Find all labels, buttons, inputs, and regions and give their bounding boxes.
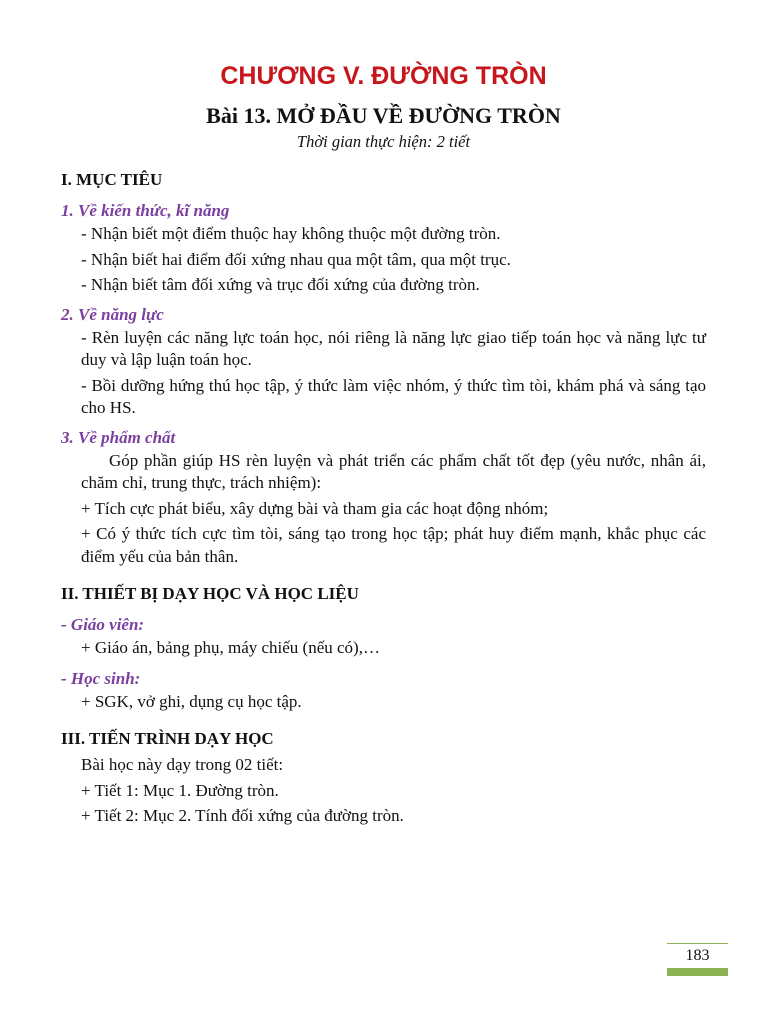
subsection-competency-heading: 2. Về năng lực [61,304,164,324]
teacher-line: + Giáo án, bảng phụ, máy chiếu (nếu có),… [81,638,380,657]
knowledge-line: - Nhận biết tâm đối xứng và trục đối xứng của đường tròn. [81,275,480,294]
lesson-title: Bài 13. MỞ ĐẦU VỀ ĐƯỜNG TRÒN [206,103,561,128]
teacher-heading: - Giáo viên: [61,615,145,634]
document-page [61,56,706,828]
competency-line: - Bồi dưỡng hứng thú học tập, ý thức làm việc nhóm, ý thức tìm tòi, khám phá và sáng tạo cho HS. [81,375,706,417]
process-line: + Tiết 2: Mục 2. Tính đối xứng của đường tròn. [81,806,404,825]
section-materials-heading: II. THIẾT BỊ DẠY HỌC VÀ HỌC LIỆU [61,584,359,603]
chapter-title: CHƯƠNG V. ĐƯỜNG TRÒN [220,62,547,90]
student-heading: - Học sinh: [61,668,141,688]
subsection-knowledge-heading: 1. Về kiến thức, kĩ năng [61,201,230,220]
competency-line: - Rèn luyện các năng lực toán học, nói riêng là năng lực giao tiếp toán học và năng lực tư duy và lập luận toán học. [81,327,706,369]
knowledge-line: - Nhận biết một điểm thuộc hay không thuộc một đường tròn. [81,224,501,243]
page-number: 183 [685,947,710,964]
page-number-accent-bar [667,968,728,976]
page-number-box [667,943,728,976]
qualities-intro: Góp phần giúp HS rèn luyện và phát triển các phẩm chất tốt đẹp (yêu nước, nhân ái, chăm chỉ, trung thực, trách nhiệm): [81,450,706,492]
student-line: + SGK, vở ghi, dụng cụ học tập. [81,691,302,711]
lesson-duration: Thời gian thực hiện: 2 tiết [296,132,471,151]
section-objectives-heading: I. MỤC TIÊU [61,170,163,189]
subsection-qualities-heading: 3. Về phẩm chất [61,427,176,447]
section-process-heading: III. TIẾN TRÌNH DẠY HỌC [61,729,274,748]
qualities-line: + Tích cực phát biểu, xây dựng bài và tham gia các hoạt động nhóm; [81,498,549,518]
process-line: Bài học này dạy trong 02 tiết: [81,755,284,774]
qualities-line: + Có ý thức tích cực tìm tòi, sáng tạo trong học tập; phát huy điểm mạnh, khắc phục các điểm yếu của bản thân. [81,524,706,566]
knowledge-line: - Nhận biết hai điểm đối xứng nhau qua một tâm, qua một trục. [81,249,511,269]
process-line: + Tiết 1: Mục 1. Đường tròn. [81,780,279,800]
